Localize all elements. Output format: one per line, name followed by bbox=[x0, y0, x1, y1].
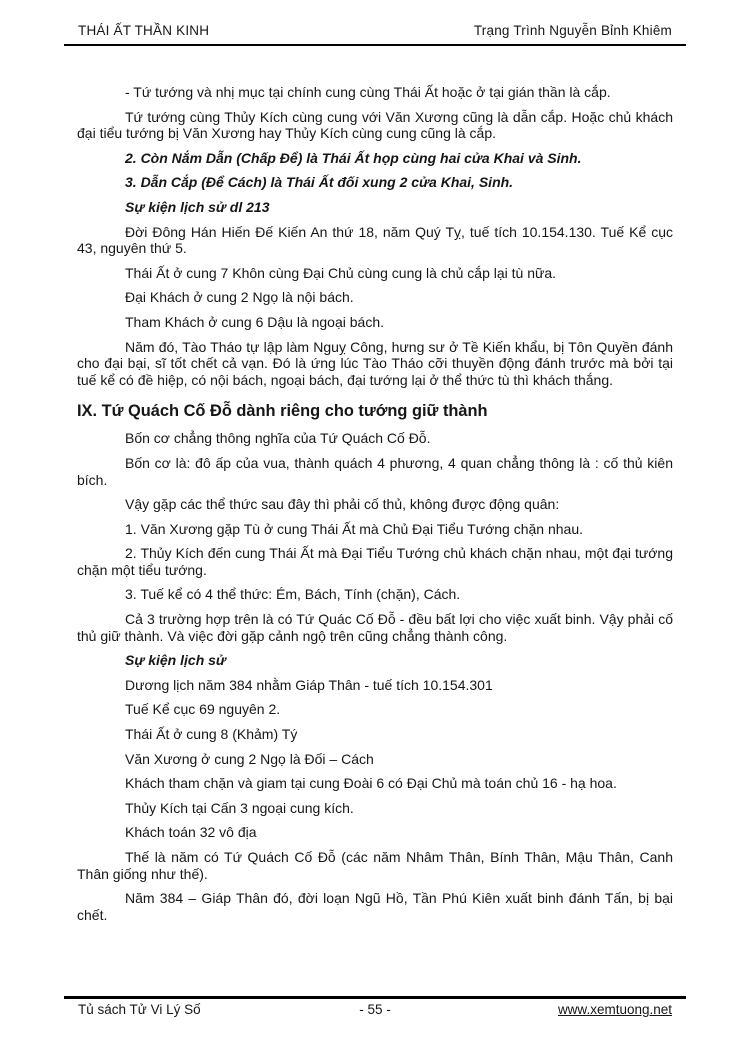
paragraph: Tham Khách ở cung 6 Dậu là ngoại bách. bbox=[125, 313, 385, 330]
paragraph: Đại Khách ở cung 2 Ngọ là nội bách. bbox=[125, 289, 354, 306]
paragraph: Tuế Kể cục 69 nguyên 2. bbox=[125, 701, 281, 718]
paragraph: Đời Đông Hán Hiến Đế Kiến An thứ 18, năm Quý Tỵ, tuế tích 10.154.130. Tuế Kể cục 43, nguyên thứ 5. bbox=[77, 223, 673, 257]
paragraph: Dương lịch năm 384 nhằm Giáp Thân - tuế tích 10.154.301 bbox=[125, 676, 493, 693]
paragraph: Khách toán 32 vô địa bbox=[125, 824, 257, 841]
paragraph: Bốn cơ là: đô ấp của vua, thành quách 4 phương, 4 quan chẳng thông là : cố thủ kiên bích. bbox=[77, 454, 673, 488]
header-author: Trạng Trình Nguyễn Bỉnh Khiêm bbox=[473, 23, 672, 38]
paragraph: Tứ tướng cùng Thủy Kích cùng cung với Văn Xương cũng là dẫn cắp. Hoặc chủ khách đại tiểu tướng bị Văn Xương hay Thủy Kích cùng cung cũng là cắp. bbox=[77, 108, 673, 142]
footer-website-cell bbox=[474, 1002, 672, 1017]
page-footer bbox=[64, 996, 686, 1017]
numbered-item: 3. Dẫn Cắp (Để Cách) là Thái Ất đối xung 2 cửa Khai, Sinh. bbox=[125, 174, 514, 191]
page-header bbox=[64, 23, 686, 46]
paragraph: Thủy Kích tại Cấn 3 ngoại cung kích. bbox=[125, 799, 354, 816]
section-heading-ix: IX. Tứ Quách Cố Đỗ dành riêng cho tướng giữ thành bbox=[77, 402, 488, 421]
paragraph: Thế là năm có Tứ Quách Cố Đỗ (các năm Nhâm Thân, Bính Thân, Mậu Thân, Canh Thân giống như thế). bbox=[77, 849, 673, 882]
paragraph: Văn Xương ở cung 2 Ngọ là Đối – Cách bbox=[125, 750, 374, 767]
numbered-item: 2. Thủy Kích đến cung Thái Ất mà Đại Tiểu Tướng chủ khách chặn nhau, một đại tướng chặn một tiểu tướng. bbox=[77, 545, 673, 578]
header-book-title: THÁI ẤT THẦN KINH bbox=[78, 23, 210, 38]
footer-website-link[interactable]: www.xemtuong.net bbox=[557, 1002, 672, 1017]
footer-page-number: - 55 - bbox=[359, 1002, 391, 1017]
paragraph: Năm 384 – Giáp Thân đó, đời loạn Ngũ Hồ, Tần Phú Kiên xuất binh đánh Tấn, bị bại chết. bbox=[77, 890, 673, 923]
paragraph: Bốn cơ chẳng thông nghĩa của Tứ Quách Cố Đỗ. bbox=[125, 430, 431, 447]
paragraph: Năm đó, Tào Tháo tự lập làm Nguỵ Công, hưng sư ở Tề Kiến khẩu, bị Tôn Quyền đánh cho đại bại, sĩ tốt chết cả vạn. Đó là ứng lúc Tào Tháo cỡi thuyền động đánh trước mà bởi tại tuế kể có đề hiệp, có nội bách, ngoại bách, đại tướng lại ở thể thức tù thì khách thắng. bbox=[77, 338, 673, 388]
numbered-item: 2. Còn Nắm Dẫn (Chấp Để) là Thái Ất họp cùng hai cửa Khai và Sinh. bbox=[125, 149, 582, 166]
footer-series-title: Tủ sách Tử Vi Lý Số bbox=[78, 1002, 201, 1017]
paragraph: Thái Ất ở cung 7 Khôn cùng Đại Chủ cùng cung là chủ cắp lại tù nữa. bbox=[125, 264, 557, 281]
page-body bbox=[77, 84, 673, 931]
paragraph: Vậy gặp các thể thức sau đây thì phải cố thủ, không được động quân: bbox=[125, 496, 560, 513]
paragraph: Cả 3 trường hợp trên là có Tứ Quác Cố Đỗ - đều bất lợi cho việc xuất binh. Vậy phải cố thủ giữ thành. Và việc đời gặp cảnh ngộ trên cũng chẳng thành công. bbox=[77, 611, 673, 644]
paragraph: Thái Ất ở cung 8 (Khảm) Tý bbox=[125, 726, 298, 743]
numbered-item: 3. Tuế kể có 4 thể thức: Ém, Bách, Tính (chặn), Cách. bbox=[125, 586, 461, 603]
subheading-history: Sự kiện lịch sử bbox=[125, 652, 226, 669]
paragraph: Khách tham chặn và giam tại cung Đoài 6 có Đại Chủ mà toán chủ 16 - hạ hoa. bbox=[125, 775, 617, 792]
paragraph: - Tứ tướng và nhị mục tại chính cung cùng Thái Ất hoặc ở tại gián thần là cắp. bbox=[125, 84, 611, 100]
subheading-history-dl213: Sự kiện lịch sử dl 213 bbox=[125, 198, 270, 215]
numbered-item: 1. Văn Xương gặp Tù ở cung Thái Ất mà Chủ Đại Tiểu Tướng chặn nhau. bbox=[125, 520, 584, 537]
